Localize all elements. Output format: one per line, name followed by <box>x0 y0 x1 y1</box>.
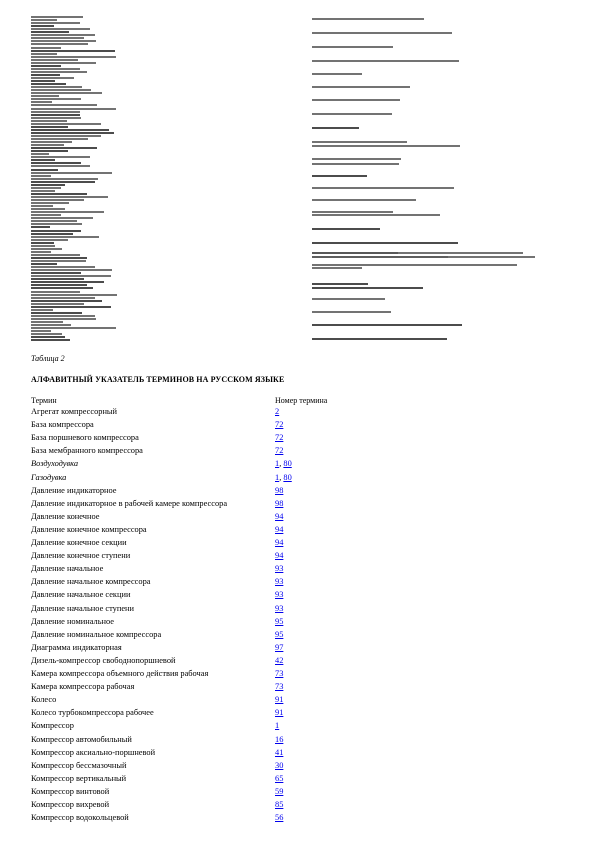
fine-print-line <box>31 111 80 113</box>
index-heading: АЛФАВИТНЫЙ УКАЗАТЕЛЬ ТЕРМИНОВ НА РУССКОМ ЯЗЫКЕ <box>31 375 285 384</box>
fine-print-line <box>31 196 108 198</box>
index-row <box>31 681 571 693</box>
fine-print-line <box>312 199 416 201</box>
index-row <box>31 773 571 785</box>
fine-print-line <box>31 169 58 171</box>
fine-print-line <box>31 98 81 100</box>
fine-print-line <box>31 101 52 103</box>
term-number-links <box>275 511 283 523</box>
term-number-links <box>275 485 283 497</box>
fine-print-line <box>31 297 95 299</box>
term-label: Компрессор вихревой <box>31 800 110 809</box>
fine-print-line <box>31 309 53 311</box>
fine-print-line <box>31 278 84 280</box>
index-row <box>31 720 571 732</box>
fine-print-line <box>31 135 101 137</box>
fine-print-line <box>31 269 112 271</box>
fine-print-line <box>31 294 117 296</box>
fine-print-line <box>31 187 61 189</box>
fine-print-line <box>31 281 104 283</box>
index-row <box>31 629 571 641</box>
term-label: Давление конечное секции <box>31 538 127 547</box>
term-label: Дизель-компрессор свободнопоршневой <box>31 655 176 665</box>
term-label: Давление номинальное <box>31 616 114 626</box>
index-row <box>31 707 571 719</box>
fine-print-line <box>31 62 96 64</box>
fine-print-line <box>31 40 96 42</box>
preceding-table-fragment <box>0 0 595 345</box>
term-label: Компрессор винтовой <box>31 786 110 796</box>
index-row <box>31 406 571 418</box>
fine-print-line <box>312 113 392 115</box>
fine-print-line <box>312 18 424 20</box>
term-label: Давление номинальное компрессора <box>31 629 162 639</box>
fine-print-line <box>31 132 114 134</box>
fine-print-line <box>31 68 80 70</box>
fine-print-line <box>31 83 66 85</box>
fine-print-line <box>31 181 95 183</box>
fine-print-line <box>31 178 98 180</box>
fine-print-line <box>31 199 84 201</box>
fine-print-line <box>31 165 90 167</box>
fine-print-line <box>31 117 81 119</box>
fine-print-line <box>312 46 393 48</box>
term-number-link[interactable]: 94 <box>275 524 284 534</box>
fine-print-line <box>31 315 95 317</box>
term-number-link[interactable]: 42 <box>275 655 284 665</box>
term-number-links <box>275 458 292 470</box>
fine-print-line <box>31 147 97 149</box>
column-header-term: Термин <box>31 396 57 405</box>
term-number-link[interactable]: 91 <box>275 695 284 705</box>
term-number-links <box>275 720 279 732</box>
fine-print-line <box>31 263 57 265</box>
fine-print-line <box>31 162 81 164</box>
term-label: Агрегат компрессорный <box>31 407 118 416</box>
fine-print-line <box>31 144 64 146</box>
term-number-links <box>275 432 283 444</box>
term-number-link[interactable]: 72 <box>275 433 284 443</box>
term-number-links <box>275 655 283 667</box>
fine-print-line <box>31 89 91 91</box>
term-number-link[interactable]: 94 <box>275 551 284 561</box>
fine-print-line <box>312 211 393 213</box>
fine-print-line <box>31 34 95 36</box>
term-number-links <box>275 563 283 575</box>
fine-print-line <box>31 80 55 82</box>
term-number-link[interactable]: 30 <box>275 760 284 770</box>
fine-print-line <box>31 31 69 33</box>
term-label: Камера компрессора рабочая <box>31 682 135 692</box>
fine-print-line <box>312 32 452 34</box>
fine-print-line <box>312 256 535 258</box>
index-row <box>31 550 571 562</box>
term-number-links <box>275 629 283 641</box>
term-number-links <box>275 419 283 431</box>
term-number-link[interactable]: 94 <box>275 538 284 547</box>
index-row <box>31 747 571 759</box>
term-number-links <box>275 773 283 785</box>
fine-print-line <box>31 53 57 55</box>
term-number-link[interactable]: 98 <box>275 498 284 508</box>
fine-print-line <box>31 260 86 262</box>
fine-print-line <box>31 172 112 174</box>
fine-print-line <box>31 77 74 79</box>
term-label: Компрессор водокольцевой <box>31 813 129 823</box>
fine-print-line <box>31 47 61 49</box>
term-number-link[interactable]: 80 <box>283 472 292 482</box>
term-number-link[interactable]: 93 <box>275 603 284 613</box>
fine-print-line <box>31 65 61 67</box>
index-row <box>31 668 571 680</box>
index-row <box>31 734 571 746</box>
index-row <box>31 589 571 601</box>
fine-print-line <box>31 275 111 277</box>
fine-print-line <box>312 264 517 266</box>
fine-print-line <box>31 74 60 76</box>
index-row <box>31 563 571 575</box>
fine-print-line <box>31 56 116 58</box>
index-row <box>31 445 571 457</box>
fine-print-line <box>31 321 63 323</box>
index-row <box>31 524 571 536</box>
term-number-link[interactable]: 93 <box>275 577 284 587</box>
fine-print-line <box>31 141 72 143</box>
term-number-links <box>275 550 283 562</box>
index-row <box>31 419 571 431</box>
term-number-links <box>275 589 283 601</box>
fine-print-line <box>312 324 462 326</box>
fine-print-line <box>31 233 73 235</box>
fine-print-line <box>31 175 51 177</box>
term-label: Воздуходувка <box>31 459 79 469</box>
term-number-links <box>275 734 283 746</box>
term-number-links <box>275 406 279 418</box>
fine-print-line <box>31 28 90 30</box>
term-number-link[interactable]: 85 <box>275 800 284 809</box>
index-row <box>31 458 571 470</box>
term-number-links <box>275 668 283 680</box>
fine-print-line <box>31 306 111 308</box>
term-number-link[interactable]: 94 <box>275 511 284 521</box>
index-row <box>31 760 571 772</box>
fine-print-line <box>31 123 101 125</box>
fine-print-line <box>31 19 57 21</box>
term-number-link[interactable]: 95 <box>275 629 284 639</box>
fine-print-line <box>312 287 423 289</box>
term-label: База компрессора <box>31 420 94 430</box>
fine-print-line <box>31 202 69 204</box>
term-label: Компрессор аксиально-поршневой <box>31 747 156 757</box>
term-label: Давление начальное <box>31 564 104 574</box>
term-number-link[interactable]: 72 <box>275 446 284 456</box>
fine-print-line <box>31 156 90 158</box>
term-number-link[interactable]: 73 <box>275 669 284 678</box>
fine-print-line <box>31 190 55 192</box>
fine-print-line <box>312 145 460 147</box>
fine-print-line <box>31 214 61 216</box>
index-row <box>31 472 571 484</box>
fine-print-line <box>31 211 104 213</box>
fine-print-line <box>31 108 116 110</box>
fine-print-line <box>31 50 115 52</box>
fine-print-line <box>312 99 400 101</box>
index-row <box>31 812 571 824</box>
fine-print-line <box>312 298 385 300</box>
term-label: Компрессор <box>31 721 74 731</box>
fine-print-line <box>31 248 62 250</box>
term-number-link[interactable]: 73 <box>275 682 284 692</box>
term-number-link[interactable]: 72 <box>275 420 284 430</box>
fine-print-line <box>31 300 102 302</box>
index-row <box>31 498 571 510</box>
fine-print-line <box>31 126 68 128</box>
fine-print-line <box>31 336 65 338</box>
term-label: Камера компрессора объемного действия рабочая <box>31 669 209 678</box>
fine-print-line <box>312 252 523 254</box>
fine-print-line <box>31 184 65 186</box>
fine-print-line <box>31 138 88 140</box>
fine-print-line <box>312 158 401 160</box>
fine-print-line <box>31 257 87 259</box>
term-number-link[interactable]: 93 <box>275 564 284 574</box>
fine-print-line <box>31 287 93 289</box>
term-number-link[interactable]: 80 <box>283 459 292 469</box>
fine-print-line <box>31 245 55 247</box>
fine-print-line <box>31 220 77 222</box>
index-row <box>31 655 571 667</box>
term-number-links <box>275 747 283 759</box>
fine-print-line <box>31 37 84 39</box>
fine-print-line <box>31 205 53 207</box>
fine-print-line <box>312 228 380 230</box>
term-number-links <box>275 445 283 457</box>
term-label: База поршневого компрессора <box>31 433 139 443</box>
term-number-link[interactable]: 91 <box>275 708 284 718</box>
fine-print-line <box>31 43 88 45</box>
term-number-link[interactable]: 56 <box>275 813 284 823</box>
fine-print-line <box>312 242 458 244</box>
term-number-links <box>275 524 283 536</box>
term-number-link[interactable]: 98 <box>275 485 284 495</box>
term-label: Газодувка <box>31 472 67 482</box>
term-number-link[interactable]: 93 <box>275 590 284 600</box>
term-number-links <box>275 472 292 484</box>
fine-print-line <box>31 324 71 326</box>
term-number-links <box>275 694 283 706</box>
term-number-link[interactable]: 16 <box>275 734 284 744</box>
column-header-number: Номер термина <box>275 396 328 405</box>
term-number-links <box>275 537 283 549</box>
term-label: Компрессор бессмазочный <box>31 760 127 770</box>
term-number-link[interactable]: 1 <box>275 472 280 482</box>
term-number-links <box>275 603 283 615</box>
term-label: Компрессор автомобильный <box>31 734 132 744</box>
fine-print-line <box>31 339 70 341</box>
fine-print-line <box>312 283 368 285</box>
fine-print-line <box>31 318 96 320</box>
term-label: Давление индикаторное <box>31 485 117 495</box>
fine-print-line <box>31 230 81 232</box>
fine-print-line <box>312 175 367 177</box>
fine-print-line <box>31 22 80 24</box>
index-row <box>31 616 571 628</box>
fine-print-line <box>31 92 102 94</box>
fine-print-line <box>31 312 82 314</box>
term-label: Компрессор вертикальный <box>31 773 127 783</box>
term-number-links <box>275 642 283 654</box>
fine-print-line <box>31 129 109 131</box>
fine-print-line <box>31 104 97 106</box>
fine-print-line <box>31 25 54 27</box>
term-number-links <box>275 498 283 510</box>
fine-print-line <box>31 284 87 286</box>
term-label: Давление начальное секции <box>31 590 131 600</box>
index-row <box>31 537 571 549</box>
fine-print-line <box>31 242 54 244</box>
term-label: База мембранного компрессора <box>31 446 143 456</box>
fine-print-line <box>312 338 447 340</box>
term-label: Давление конечное ступени <box>31 551 131 561</box>
fine-print-line <box>31 59 78 61</box>
fine-print-line <box>312 141 407 143</box>
term-number-link[interactable]: 1 <box>275 459 280 469</box>
table-caption: Таблица 2 <box>31 354 65 363</box>
fine-print-line <box>312 86 410 88</box>
fine-print-line <box>31 114 80 116</box>
fine-print-line <box>31 254 80 256</box>
term-number-links <box>275 616 283 628</box>
term-label: Давление конечное компрессора <box>31 524 147 534</box>
index-row <box>31 642 571 654</box>
fine-print-line <box>31 16 83 18</box>
term-number-links <box>275 799 283 811</box>
fine-print-line <box>31 217 93 219</box>
fine-print-line <box>31 239 68 241</box>
fine-print-line <box>31 95 59 97</box>
term-number-links <box>275 681 283 693</box>
separator: , <box>279 472 284 482</box>
term-number-link[interactable]: 95 <box>275 616 284 626</box>
fine-print-line <box>31 150 68 152</box>
index-row <box>31 799 571 811</box>
fine-print-line <box>312 163 399 165</box>
term-number-link[interactable]: 97 <box>275 642 284 652</box>
index-row <box>31 786 571 798</box>
fine-print-line <box>31 223 82 225</box>
fine-print-line <box>31 153 49 155</box>
fine-print-line <box>31 120 67 122</box>
fine-print-line <box>312 60 459 62</box>
term-label: Давление индикаторное в рабочей камере компрессора <box>31 498 228 508</box>
fine-print-line <box>31 266 95 268</box>
fine-print-line <box>31 236 99 238</box>
fine-print-line <box>312 73 362 75</box>
fine-print-line <box>31 208 65 210</box>
term-number-links <box>275 760 283 772</box>
term-number-links <box>275 812 283 824</box>
term-label: Давление конечное <box>31 511 100 521</box>
fine-print-line <box>31 330 51 332</box>
term-number-links <box>275 707 283 719</box>
index-row <box>31 485 571 497</box>
fine-print-line <box>31 71 87 73</box>
fine-print-line <box>312 127 359 129</box>
index-row <box>31 576 571 588</box>
index-row <box>31 603 571 615</box>
fine-print-line <box>312 267 362 269</box>
term-number-link[interactable]: 41 <box>275 747 284 757</box>
term-label: Давление начальное компрессора <box>31 577 151 587</box>
term-number-link[interactable]: 2 <box>275 407 280 416</box>
fine-print-line <box>31 86 82 88</box>
term-number-links <box>275 786 283 798</box>
fine-print-line <box>31 251 51 253</box>
fine-print-line <box>312 311 391 313</box>
fine-print-line <box>31 226 50 228</box>
term-number-link[interactable]: 59 <box>275 786 284 796</box>
term-label: Диаграмма индикаторная <box>31 642 122 652</box>
index-row <box>31 511 571 523</box>
fine-print-line <box>31 327 116 329</box>
fine-print-line <box>31 159 55 161</box>
term-number-links <box>275 576 283 588</box>
fine-print-line <box>31 272 81 274</box>
fine-print-line <box>31 193 87 195</box>
term-label: Колесо турбокомпрессора рабочее <box>31 708 154 718</box>
term-label: Колесо <box>31 695 57 705</box>
separator: , <box>279 459 284 469</box>
fine-print-line <box>312 187 454 189</box>
term-number-link[interactable]: 65 <box>275 773 284 783</box>
fine-print-line <box>31 291 80 293</box>
fine-print-line <box>312 214 440 216</box>
index-row <box>31 432 571 444</box>
fine-print-line <box>31 303 84 305</box>
term-label: Давление начальное ступени <box>31 603 135 613</box>
term-number-link[interactable]: 1 <box>275 721 280 731</box>
index-row <box>31 694 571 706</box>
fine-print-line <box>31 333 62 335</box>
